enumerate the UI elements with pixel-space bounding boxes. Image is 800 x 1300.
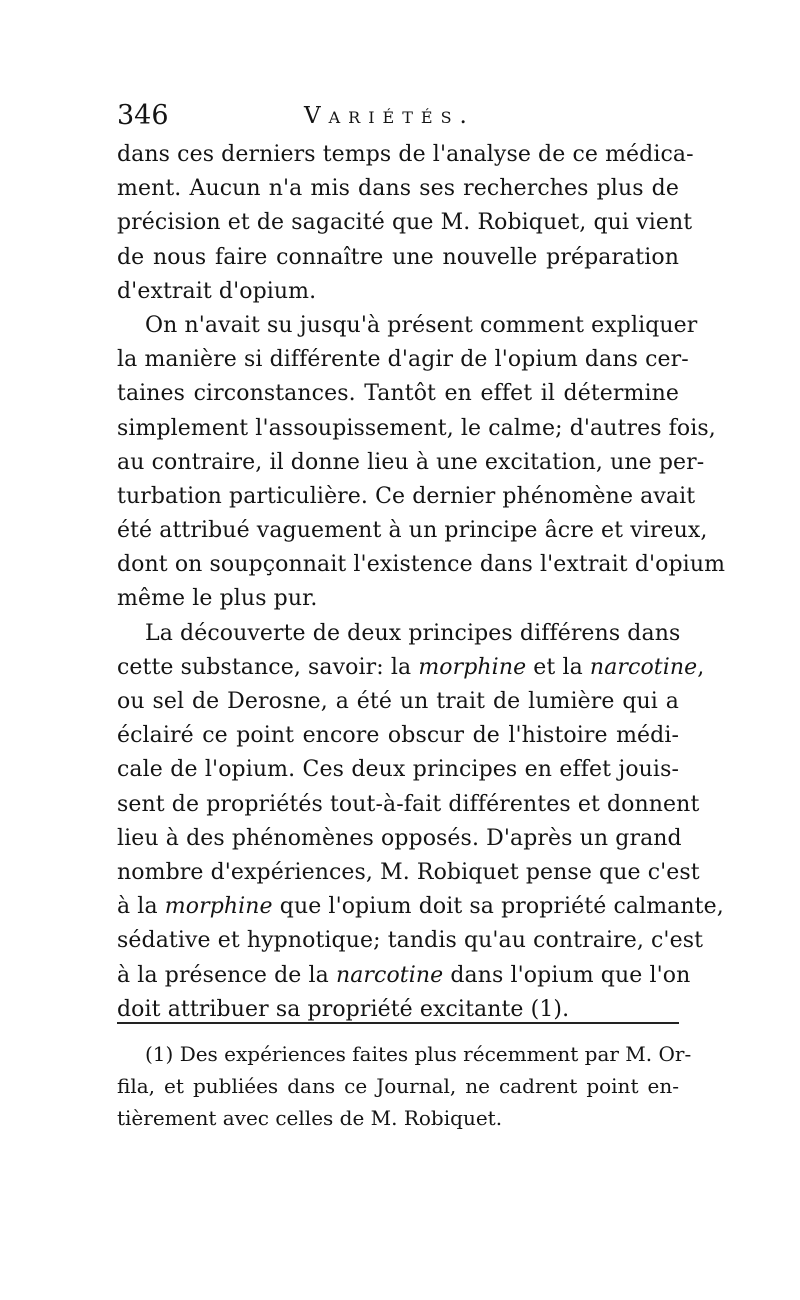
- text-line: à la présence de la narcotine dans l'opium que l'on: [117, 962, 691, 988]
- body-text: [117, 138, 726, 1027]
- footnote-line: (1) Des expériences faites plus récemment par M. Or-: [145, 1042, 692, 1066]
- text-line: dans ces derniers temps de l'analyse de ce médica-: [117, 142, 694, 167]
- text-line: La découverte de deux principes différens dans: [145, 620, 681, 646]
- text-line: taines circonstances. Tantôt en effet il détermine: [117, 381, 679, 407]
- footnote-rule: [117, 1022, 679, 1024]
- page-header: [117, 98, 697, 134]
- text-line: au contraire, il donne lieu à une excitation, une per-: [117, 449, 705, 475]
- text-line: éclairé ce point encore obscur de l'histoire médi-: [117, 723, 679, 749]
- text-line: doit attribuer sa propriété excitante (1).: [117, 996, 570, 1022]
- text-line: même le plus pur.: [117, 586, 318, 612]
- text-line: ou sel de Derosne, a été un trait de lumière qui a: [117, 689, 679, 714]
- text-line: de nous faire connaître une nouvelle préparation: [117, 244, 679, 270]
- text-line: sédative et hypnotique; tandis qu'au contraire, c'est: [117, 928, 704, 954]
- text-line: ment. Aucun n'a mis dans ses recherches plus de: [117, 176, 679, 202]
- text-line: nombre d'expériences, M. Robiquet pense que c'est: [117, 859, 700, 885]
- footnote-line: fila, et publiées dans ce Journal, ne cadrent point en-: [117, 1074, 679, 1098]
- text-line: cale de l'opium. Ces deux principes en effet jouis-: [117, 757, 679, 783]
- text-line: précision et de sagacité que M. Robiquet, qui vient: [117, 210, 693, 236]
- running-title: Variétés.: [304, 103, 475, 129]
- footnote: [117, 1038, 692, 1134]
- page-number: 346: [117, 100, 169, 131]
- text-line: simplement l'assoupissement, le calme; d'autres fois,: [117, 415, 716, 441]
- text-line: dont on soupçonnait l'existence dans l'extrait d'opium: [117, 552, 726, 578]
- footnote-line: tièrement avec celles de M. Robiquet.: [117, 1106, 503, 1130]
- text-line: d'extrait d'opium.: [117, 278, 317, 304]
- text-line: sent de propriétés tout-à-fait différentes et donnent: [117, 791, 700, 817]
- text-line: cette substance, savoir: la morphine et la narcotine,: [117, 654, 705, 680]
- text-line: la manière si différente d'agir de l'opium dans cer-: [117, 347, 689, 373]
- text-line: lieu à des phénomènes opposés. D'après un grand: [117, 825, 682, 851]
- text-line: On n'avait su jusqu'à présent comment expliquer: [145, 312, 698, 338]
- text-line: à la morphine que l'opium doit sa propriété calmante,: [117, 894, 724, 920]
- text-line: été attribué vaguement à un principe âcre et vireux,: [117, 518, 708, 544]
- text-line: turbation particulière. Ce dernier phénomène avait: [117, 483, 696, 509]
